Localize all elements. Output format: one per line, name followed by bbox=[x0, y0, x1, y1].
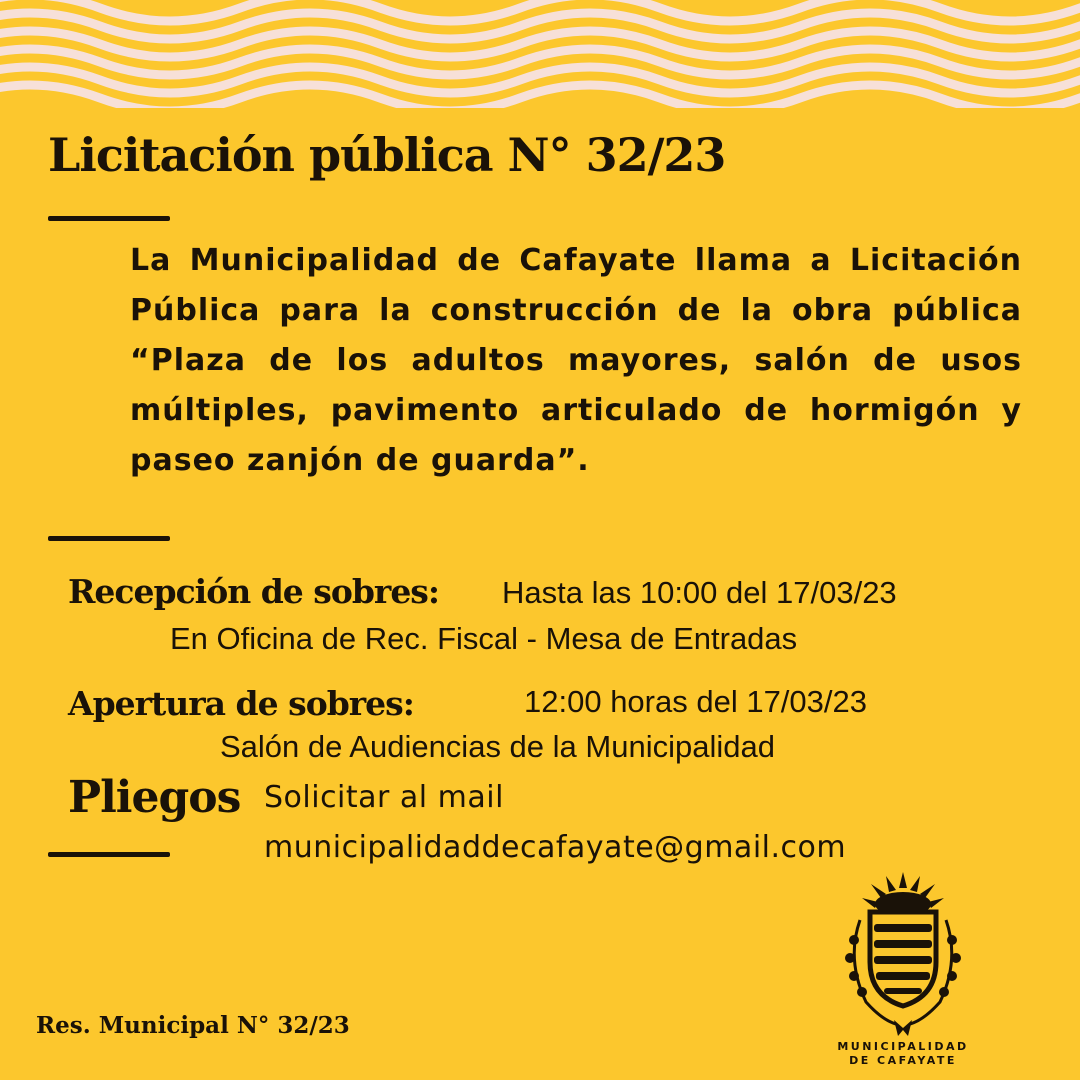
divider-top bbox=[48, 216, 170, 221]
apertura-label: Apertura de sobres: bbox=[68, 684, 414, 723]
recepcion-deadline: Hasta las 10:00 del 17/03/23 bbox=[502, 575, 897, 610]
pliegos-label: Pliegos bbox=[68, 772, 241, 823]
announcement-text: La Municipalidad de Cafayate llama a Licitación Pública para la construcción de la obra pública “Plaza de los adultos mayores, salón de usos múltiples, pavimento articulado de hormigón y paseo zanjón de guarda”. bbox=[130, 243, 1022, 478]
logo-text-line2: DE CAFAYATE bbox=[849, 1054, 957, 1067]
recepcion-location: En Oficina de Rec. Fiscal - Mesa de Entradas bbox=[170, 621, 798, 656]
page-title: Licitación pública N° 32/23 bbox=[48, 128, 726, 182]
pliegos-email[interactable]: municipalidaddecafayate@gmail.com bbox=[264, 830, 847, 865]
divider-bottom bbox=[48, 852, 170, 857]
apertura-location: Salón de Audiencias de la Municipalidad bbox=[220, 729, 775, 764]
divider-middle bbox=[48, 536, 170, 541]
pliegos-instruction: Solicitar al mail bbox=[264, 780, 504, 815]
cafayate-crest-icon bbox=[838, 870, 968, 1040]
logo-text-line1: MUNICIPALIDAD bbox=[837, 1040, 969, 1053]
recepcion-label: Recepción de sobres: bbox=[68, 572, 440, 611]
resolution-number: Res. Municipal N° 32/23 bbox=[36, 1012, 350, 1039]
apertura-time: 12:00 horas del 17/03/23 bbox=[524, 684, 867, 719]
wave-pattern-header bbox=[0, 0, 1080, 108]
